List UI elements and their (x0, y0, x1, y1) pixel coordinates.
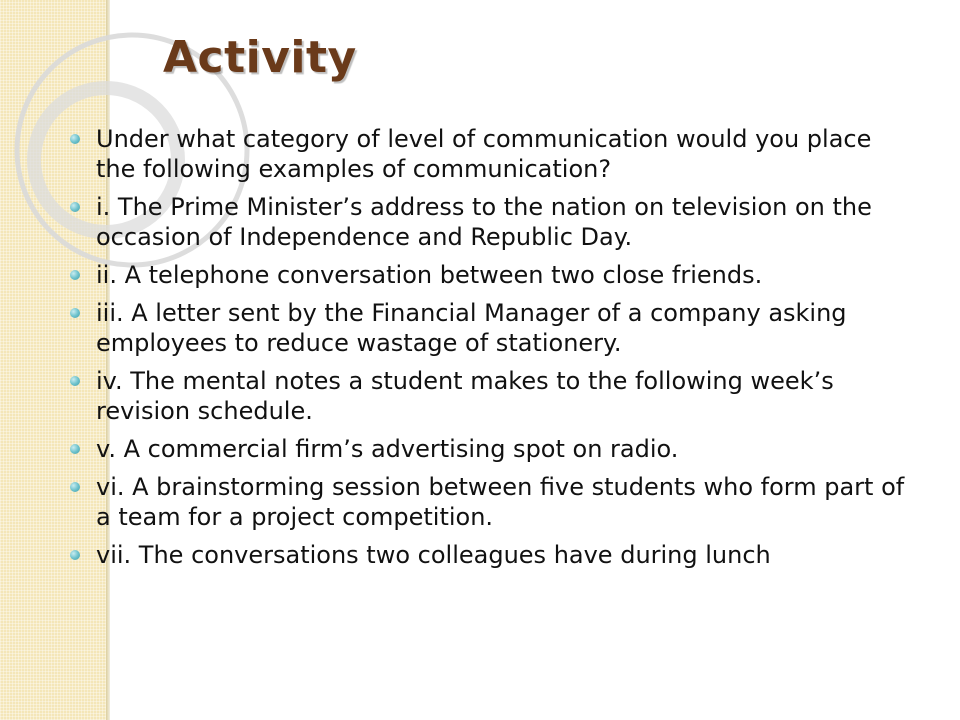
bullet-text: i. The Prime Minister’s address to the nation on television on the occasion of Independence and Republic Day. (96, 193, 872, 251)
bullet-text: iv. The mental notes a student makes to the following week’s revision schedule. (96, 367, 834, 425)
bullet-text: v. A commercial firm’s advertising spot on radio. (96, 435, 679, 463)
bullet-dot-icon (70, 444, 80, 454)
bullet-text: ii. A telephone conversation between two close friends. (96, 261, 763, 289)
bullet-text: vii. The conversations two colleagues have during lunch (96, 541, 771, 569)
bullet-item (70, 298, 910, 358)
bullet-item (70, 434, 910, 464)
bullet-dot-icon (70, 308, 80, 318)
bullet-text: iii. A letter sent by the Financial Manager of a company asking employees to reduce wastage of stationery. (96, 299, 847, 357)
bullet-dot-icon (70, 134, 80, 144)
bullet-dot-icon (70, 482, 80, 492)
bullet-item (70, 366, 910, 426)
slide-title: Activity (163, 32, 357, 83)
bullet-item (70, 260, 910, 290)
bullet-dot-icon (70, 550, 80, 560)
bullet-item (70, 540, 910, 570)
bullet-item (70, 192, 910, 252)
bullet-item (70, 124, 910, 184)
bullet-text: vi. A brainstorming session between five students who form part of a team for a project competition. (96, 473, 905, 531)
bullet-item (70, 472, 910, 532)
bullet-dot-icon (70, 270, 80, 280)
bullet-dot-icon (70, 202, 80, 212)
bullet-text: Under what category of level of communication would you place the following examples of communication? (96, 125, 872, 183)
bullet-list (70, 124, 910, 578)
bullet-dot-icon (70, 376, 80, 386)
